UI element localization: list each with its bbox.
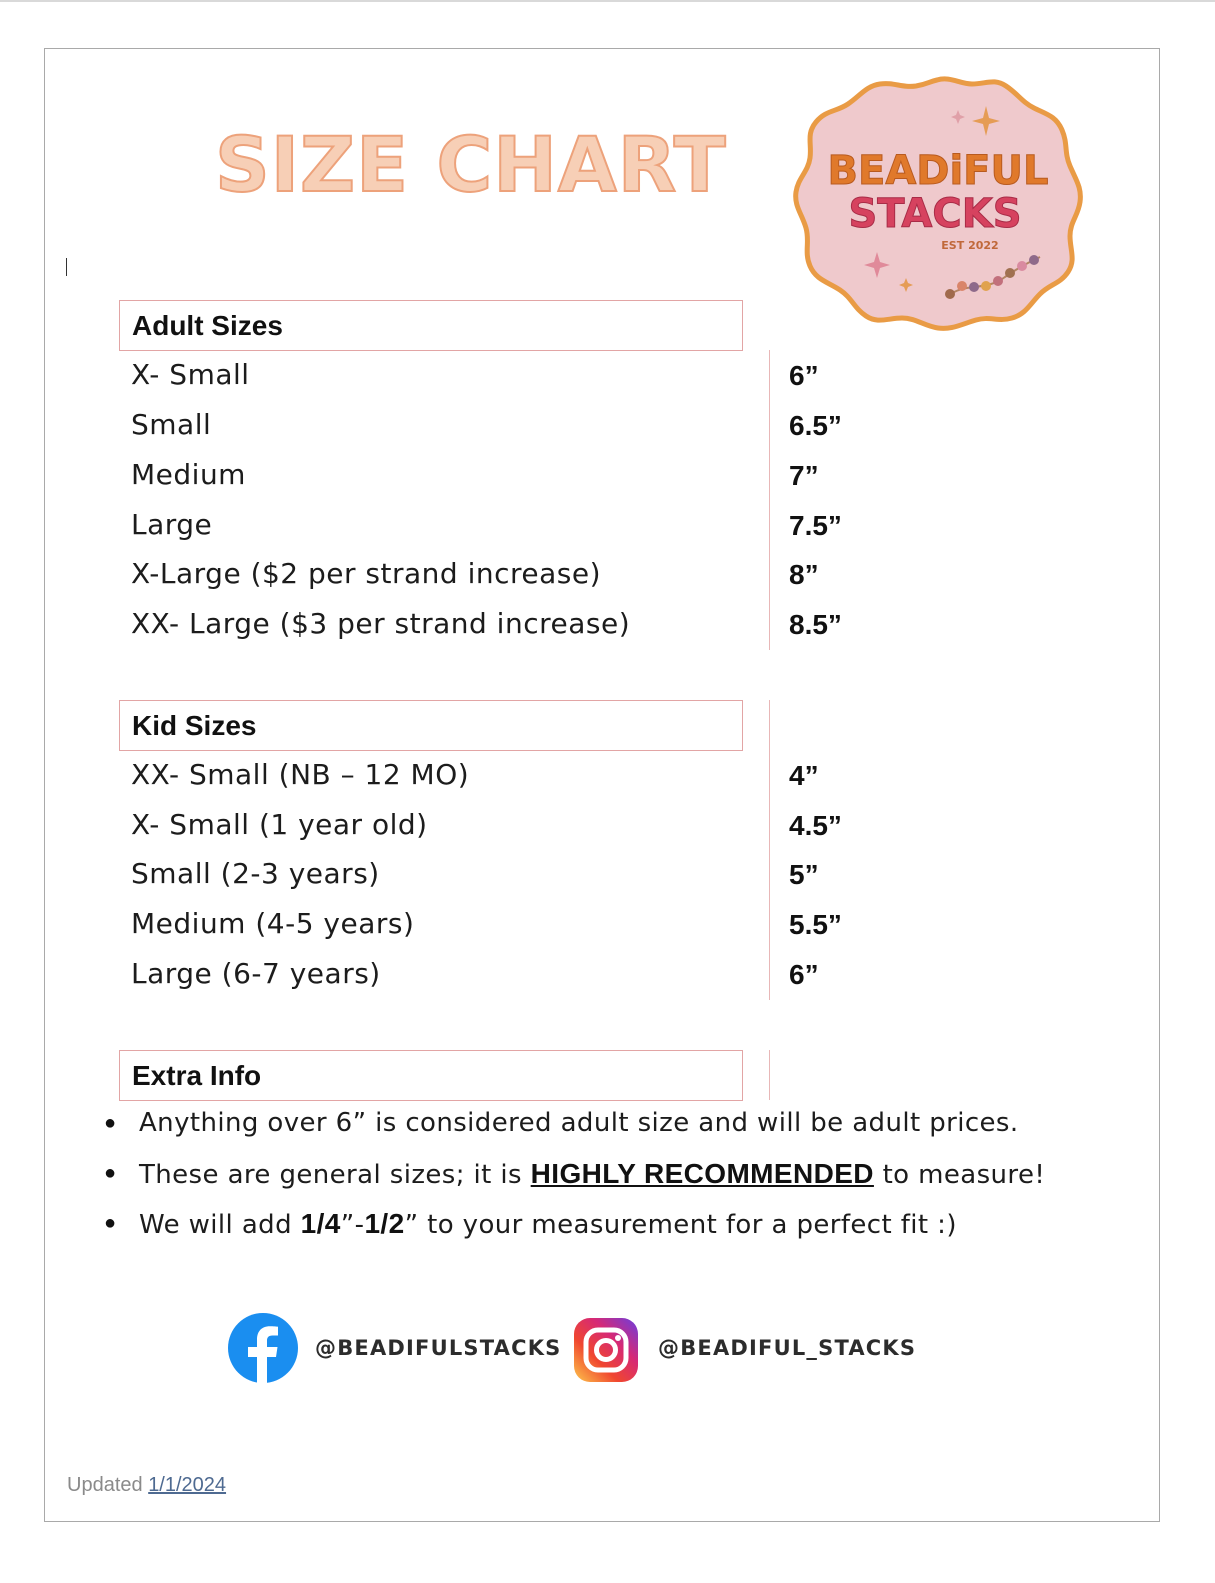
logo-line1: BEADiFUL <box>827 148 1049 194</box>
kid-size-label: Small (2-3 years) <box>131 857 380 890</box>
adult-size-value: 7.5” <box>789 510 842 541</box>
bullet-icon: ● <box>104 1162 117 1184</box>
kid-size-value: 6” <box>789 959 819 990</box>
updated-label: Updated <box>67 1474 143 1496</box>
adult-size-value: 8” <box>789 559 819 590</box>
text-cursor <box>66 258 67 276</box>
adult-size-label: Large <box>131 508 213 541</box>
adult-size-label: Small <box>131 408 212 441</box>
extra-info-heading: Extra Info <box>132 1060 262 1091</box>
bullet-icon: ● <box>104 1212 117 1234</box>
column-divider <box>769 700 770 1000</box>
highly-recommended-emphasis: HIGHLY RECOMMENDED <box>530 1158 874 1189</box>
extra-info-item <box>139 1158 1045 1190</box>
extra-info-item <box>139 1208 957 1240</box>
column-divider <box>769 350 770 650</box>
kid-size-label: Large (6-7 years) <box>131 957 381 990</box>
kid-size-label: XX- Small (NB – 12 MO) <box>131 758 470 791</box>
item-text: These are general sizes; it is <box>139 1160 531 1190</box>
item-text: ”- <box>340 1210 365 1240</box>
item-text: to measure! <box>873 1160 1046 1190</box>
column-divider <box>769 1050 770 1100</box>
adult-size-value: 6.5” <box>789 410 842 441</box>
item-bold: 1/2 <box>364 1208 405 1239</box>
kid-sizes-heading: Kid Sizes <box>132 710 257 741</box>
kid-size-label: Medium (4-5 years) <box>131 907 415 940</box>
adult-size-label: XX- Large ($3 per strand increase) <box>131 607 631 640</box>
bullet-icon: ● <box>104 1112 117 1134</box>
facebook-handle: @BEADIFULSTACKS <box>315 1336 562 1360</box>
adult-size-value: 6” <box>789 360 819 391</box>
adult-size-value: 7” <box>789 460 819 491</box>
updated-date: 1/1/2024 <box>148 1474 227 1496</box>
kid-size-value: 4.5” <box>789 810 842 841</box>
beadiful-stacks-logo <box>790 72 1085 334</box>
adult-size-value: 8.5” <box>789 609 842 640</box>
instagram-icon <box>573 1317 639 1383</box>
kid-size-value: 5.5” <box>789 909 842 940</box>
adult-size-label: X- Small <box>131 358 250 391</box>
item-text: We will add <box>139 1210 301 1240</box>
adult-sizes-header <box>119 300 743 351</box>
top-divider <box>0 0 1215 2</box>
adult-size-label: X-Large ($2 per strand increase) <box>131 557 602 590</box>
extra-info-header <box>119 1050 743 1101</box>
kid-size-value: 5” <box>789 859 819 890</box>
kid-sizes-header <box>119 700 743 751</box>
page-title: SIZE CHART <box>215 120 727 209</box>
kid-size-label: X- Small (1 year old) <box>131 808 428 841</box>
adult-sizes-heading: Adult Sizes <box>132 310 283 341</box>
item-text: ” to your measurement for a perfect fit :) <box>404 1210 957 1240</box>
logo-line2: STACKS <box>848 191 1022 237</box>
adult-size-label: Medium <box>131 458 246 491</box>
extra-info-item: Anything over 6” is considered adult size and will be adult prices. <box>139 1108 1019 1138</box>
updated-footer <box>67 1474 226 1497</box>
instagram-handle: @BEADIFUL_STACKS <box>658 1336 917 1360</box>
logo-est: EST 2022 <box>941 239 999 252</box>
kid-size-value: 4” <box>789 760 819 791</box>
item-bold: 1/4 <box>300 1208 341 1239</box>
facebook-icon <box>227 1312 299 1384</box>
